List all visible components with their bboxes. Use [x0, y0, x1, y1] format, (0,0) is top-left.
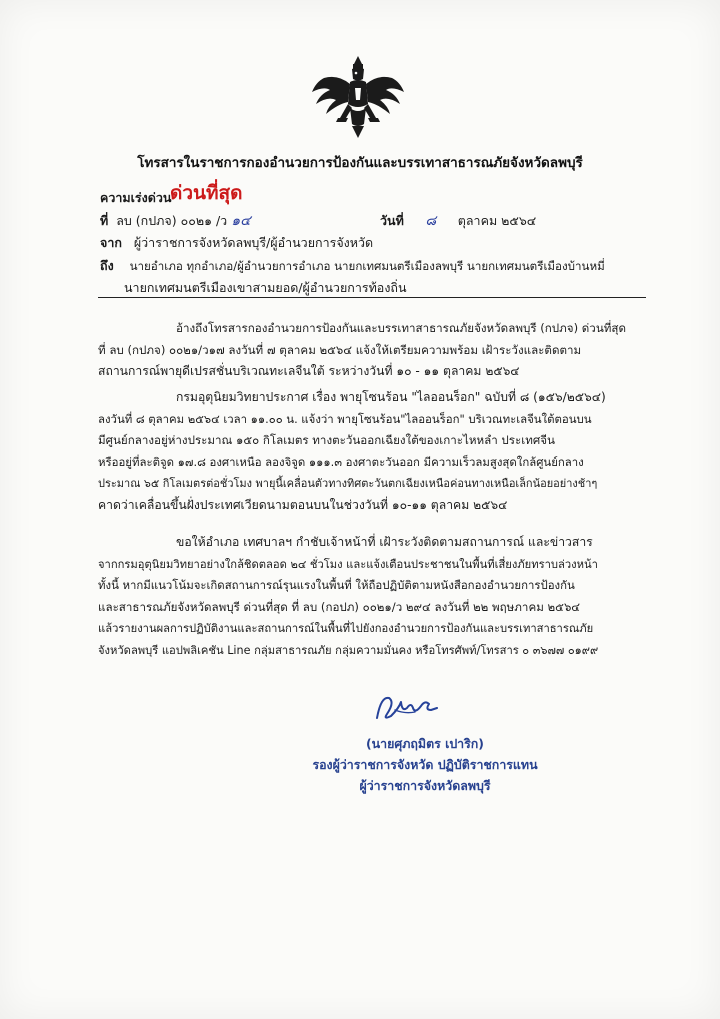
to-line-1: นายอำเภอ ทุกอำเภอ/ผู้อำนวยการอำเภอ นายกเทศมนตรีเมืองลพบุรี นายกเทศมนตรีเมืองบ้านหมี่ — [129, 259, 605, 273]
agency-header: โทรสารในราชการกองอำนวยการป้องกันและบรรเทาสาธารณภัยจังหวัดลพบุรี — [137, 155, 583, 171]
paragraph-2-line: ประมาณ ๖๕ กิโลเมตรต่อชั่วโมง พายุนี้เคลื่อนตัวทางทิศตะวันตกเฉียงเหนือค่อนทางเหนือเล็กน้อยอย่างช้าๆ — [98, 477, 598, 490]
reference-handwritten-number: ๑๔ — [231, 213, 251, 229]
header-divider — [98, 297, 646, 298]
paragraph-3-line: จากกรมอุตุนิยมวิทยาอย่างใกล้ชิดตลอด ๒๔ ชั่วโมง และแจ้งเตือนประชาชนในพื้นที่เสี่ยงภัยทราบล่วงหน้า — [98, 557, 598, 571]
signer-name: (นายศุภฤมิตร เปาริก) — [366, 736, 484, 751]
date-month-year: ตุลาคม ๒๕๖๔ — [457, 213, 537, 228]
from-value: ผู้ว่าราชการจังหวัดลพบุรี/ผู้อำนวยการจังหวัด — [133, 235, 374, 250]
paragraph-1-line: อ้างถึงโทรสารกองอำนวยการป้องกันและบรรเทาสาธารณภัยจังหวัดลพบุรี (กปภจ) ด่วนที่สุด — [176, 321, 626, 335]
paragraph-2-line: กรมอุตุนิยมวิทยาประกาศ เรื่อง พายุโซนร้อน "ไลออนร็อก" ฉบับที่ ๘ (๑๕๖/๒๕๖๔) — [176, 390, 606, 404]
paragraph-1-line: ที่ ลบ (กปภจ) ๐๐๒๑/ว๑๗ ลงวันที่ ๗ ตุลาคม ๒๕๖๔ แจ้งให้เตรียมความพร้อม เฝ้าระวังและติดตาม — [98, 342, 582, 357]
reference-label: ที่ — [100, 213, 109, 228]
paragraph-3-line: และสาธารณภัยจังหวัดลพบุรี ด่วนที่สุด ที่ ลบ (กอปภ) ๐๐๒๑/ว ๒๙๔ ลงวันที่ ๒๒ พฤษภาคม ๒๕๖๔ — [98, 599, 581, 614]
paragraph-1 — [98, 318, 650, 383]
paragraph-3 — [98, 532, 650, 661]
garuda-emblem-icon — [308, 52, 408, 140]
from-label: จาก — [100, 235, 122, 250]
date-label: วันที่ — [380, 213, 404, 228]
reference-value: ลบ (กปภจ) ๐๐๒๑ /ว — [116, 213, 228, 228]
paragraph-2-line: คาดว่าเคลื่อนขึ้นฝั่งประเทศเวียดนามตอนบนในช่วงวันที่ ๑๐-๑๑ ตุลาคม ๒๕๖๔ — [98, 497, 508, 512]
paragraph-3-line: แล้วรายงานผลการปฏิบัติงานและสถานการณ์ในพื้นที่ไปยังกองอำนวยการป้องกันและบรรเทาสาธารณภัย — [98, 622, 594, 635]
urgency-label: ความเร่งด่วน — [100, 190, 172, 205]
date-row — [380, 210, 536, 232]
paragraph-2-line: ลงวันที่ ๘ ตุลาคม ๒๕๖๔ เวลา ๑๑.๐๐ น. แจ้งว่า พายุโซนร้อน"ไลออนร็อก" บริเวณทะเลจีนใต้ตอนบน — [98, 411, 592, 426]
signer-title-2: ผู้ว่าราชการจังหวัดลพบุรี — [359, 778, 491, 793]
from-row — [100, 233, 373, 253]
to-row — [100, 256, 605, 276]
paragraph-3-line: จังหวัดลพบุรี แอปพลิเคชัน Line กลุ่มสาธารณภัย กลุ่มความมั่นคง หรือโทรศัพท์/โทรสาร ๐ ๓๖๗๗ ๐๑๙๙ — [98, 643, 599, 657]
date-day-handwritten: ๘ — [425, 213, 437, 229]
paragraph-3-line: ขอให้อำเภอ เทศบาลฯ กำชับเจ้าหน้าที่ เฝ้าระวังติดตามสถานการณ์ และข่าวสาร — [176, 535, 593, 549]
urgency-value: ด่วนที่สุด — [170, 182, 243, 204]
to-label: ถึง — [100, 258, 114, 273]
paragraph-2 — [98, 387, 650, 516]
signer-title-1: รองผู้ว่าราชการจังหวัด ปฏิบัติราชการแทน — [312, 757, 538, 772]
paragraph-2-line: มีศูนย์กลางอยู่ห่างประมาณ ๑๕๐ กิโลเมตร ทางตะวันออกเฉียงใต้ของเกาะไหหลำ ประเทศจีน — [98, 433, 555, 447]
paragraph-2-line: หรืออยู่ที่ละติจูด ๑๗.๘ องศาเหนือ ลองจิจูด ๑๑๑.๓ องศาตะวันออก มีความเร็วลมสูงสุดใกล้ศูนย์กลาง — [98, 454, 584, 469]
handwritten-signature-icon — [371, 688, 441, 726]
paragraph-1-line: สถานการณ์พายุดีเปรสชั่นบริเวณทะเลจีนใต้ ระหว่างวันที่ ๑๐ - ๑๑ ตุลาคม ๒๕๖๔ — [98, 364, 520, 378]
to-line-2: นายกเทศมนตรีเมืองเขาสามยอด/ผู้อำนวยการท้องถิ่น — [124, 280, 407, 295]
paragraph-3-line: ทั้งนี้ หากมีแนวโน้มจะเกิดสถานการณ์รุนแรงในพื้นที่ ให้ถือปฏิบัติตามหนังสือกองอำนวยการป้องกัน — [98, 578, 575, 592]
reference-row — [100, 210, 251, 232]
